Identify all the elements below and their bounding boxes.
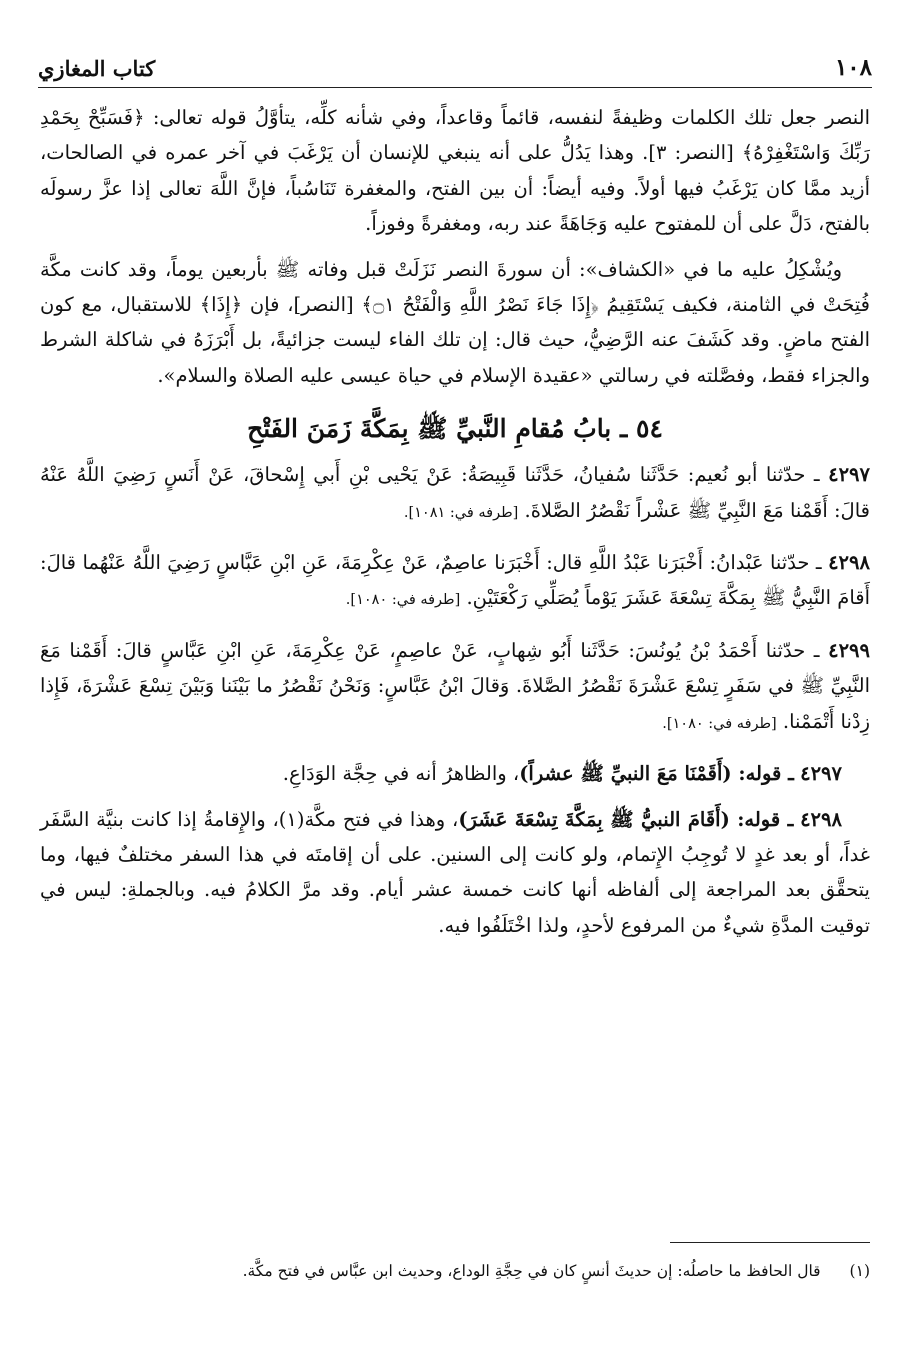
paragraph: النصر جعل تلك الكلمات وظيفةً لنفسه، قائماً وقاعداً، وفي شأنه كلِّه، يتأوَّلُ قوله تعالى: ﴿فَسَبِّحْ بِحَمْدِ رَبِّكَ وَاسْتَغْفِرْهُ﴾ [النصر: ٣]. وهذا يَدُلُّ على أنه ينبغي للإنسان أن يَرْغَبَ في آخر عمره في الصالحات، أزيد ممَّا كان يَرْغَبُ فيها أولاً. وفيه أيضاً: أن بين الفتح، والمغفرة تَنَاسُباً، فإنَّ اللَّهَ تعالى إذا عزَّ رسولَه بالفتح، دَلَّ على أن للمفتوح عليه وَجَاهَةً عند ربه، ومغفرةً وفوزاً. (40, 106, 870, 236)
hadith-entry (40, 545, 870, 619)
hadith-text: ـ حدّثنا عَبْدانُ: أَخْبَرَنا عَبْدُ اللَّهِ قال: أَخْبَرَنا عاصِمٌ، عَنْ عِكْرِمَةَ، عَنِ ابْنِ عَبَّاسٍ رَضِيَ اللَّهُ عَنْهُما قالَ: أَقامَ النَّبِيُّ ﷺ بِمَكَّةَ تِسْعَةَ عَشَرَ يَوْماً يُصَلِّي رَكْعَتَيْنِ. (40, 551, 870, 610)
commentary-entry (40, 756, 870, 791)
hadith-reference: [طرفه في: ١٠٨١]. (403, 504, 519, 521)
commentary-text: ، والظاهرُ أنه في حِجَّة الوَدَاعِ. (282, 762, 520, 786)
commentary-lead: ـ قوله: (أَقَامَ النبيُّ ﷺ بِمَكَّةَ تِسْعَةَ عَشَرَ) (458, 807, 794, 831)
hadith-text: ـ حدّثنا أَحْمَدُ بْنُ يُونُسَ: حَدَّثَنا أَبُو شِهابٍ، عَنْ عاصِمٍ، عَنْ عِكْرِمَةَ، عَنِ ابْنِ عَبَّاسٍ قالَ: أَقَمْنا مَعَ النَّبِيِّ ﷺ في سَفَرٍ تِسْعَ عَشْرَةَ نَقْصُرُ الصَّلاةَ. وَقالَ ابْنُ عَبَّاسٍ: وَنَحْنُ نَقْصُرُ ما بَيْنَنا وَبَيْنَ تِسْعَ عَشْرَةَ، فَإِذا زِدْنا أَتْمَمْنا. (40, 638, 870, 733)
hadith-reference: [طرفه في: ١٠٨٠]. (345, 592, 461, 609)
commentary-entry (40, 802, 870, 944)
hadith-entry (40, 457, 870, 531)
hadith-text: ـ حدّثنا أبو نُعيم: حَدَّثَنا سُفيانُ، حَدَّثَنا قَبِيصَةُ: عَنْ يَحْيى بْنِ أَبي إِسْحاقَ، عَنْ أَنَسٍ رَضِيَ اللَّهُ عَنْهُ قالَ: أَقَمْنا مَعَ النَّبِيِّ ﷺ عَشْراً نَقْصُرُ الصَّلاةَ. (40, 463, 870, 522)
commentary-number: ٤٢٩٨ (800, 807, 842, 831)
footnote (40, 1258, 870, 1284)
hadith-number: ٤٢٩٧ (828, 463, 871, 487)
commentary-lead: ـ قوله: (أَقَمْنَا مَعَ النبيِّ ﷺ عشراً) (519, 762, 794, 786)
hadith-entry (40, 633, 870, 742)
paragraph: ويُشْكِلُ عليه ما في «الكشاف»: أن سورةَ النصر نَزَلَتْ قبل وفاته ﷺ بأربعين يوماً، وقد كانت مكَّة فُتِحَتْ في الثامنة، فكيف يَسْتَقِيمُ ﴿إِذَا جَاءَ نَصْرُ اللَّهِ وَالْفَتْحُ ۝١﴾ [النصر]، فإن ﴿إِذَا﴾ للاستقبال، مع كون الفتح ماضٍ. وقد كَشَفَ عنه الرَّضِيُّ، حيث قال: إن تلك الفاء ليست جزائيةً، بل أَبْرَزَهُ في شاكلة الشرط والجزاء فقط، وفصَّلته في رسالتي «عقيدة الإسلام في حياة عيسى عليه الصلاة والسلام». (40, 257, 870, 387)
main-text (40, 100, 870, 953)
footnote-number: (١) (849, 1262, 870, 1280)
page-number: ١٠٨ (834, 54, 872, 81)
hadith-number: ٤٢٩٨ (828, 551, 870, 575)
footnote-divider (670, 1242, 870, 1243)
hadith-number: ٤٢٩٩ (828, 638, 870, 662)
hadith-reference: [طرفه في: ١٠٨٠]. (662, 715, 777, 732)
commentary-text: ، وهذا في فتح مكَّة(١)، والإِقامةُ إذا كانت بنيَّة السَّفَر غداً، أو بعد غدٍ لا تُوجِبُ الإِتمام، ولو كانت إلى السنين. على أن إقامتَه في هذا السفر مختلفٌ فيها، وما يتحقَّق بعد المراجعة إلى ألفاظه أنها كانت خمسة عشر أيام. وقد مرَّ الكلامُ فيه. وبالجملةِ: ليس في توقيت المدَّةِ شيءٌ من المرفوع لأحدٍ، ولذا اخْتَلَفُوا فيه. (40, 807, 870, 937)
commentary-number: ٤٢٩٧ (800, 762, 842, 786)
footnote-text: قال الحافظ ما حاصلُه: إن حديثَ أنسٍ كان في حِجَّةِ الوداع، وحديث ابن عبَّاس في فتح مكَّة. (242, 1262, 821, 1280)
running-title: كتاب المغازي (38, 56, 156, 81)
page-header (38, 52, 872, 88)
chapter-heading: ٥٤ ـ بابُ مُقامِ النَّبيِّ ﷺ بِمَكَّةَ زَمَنَ الفَتْحِ (247, 414, 663, 444)
